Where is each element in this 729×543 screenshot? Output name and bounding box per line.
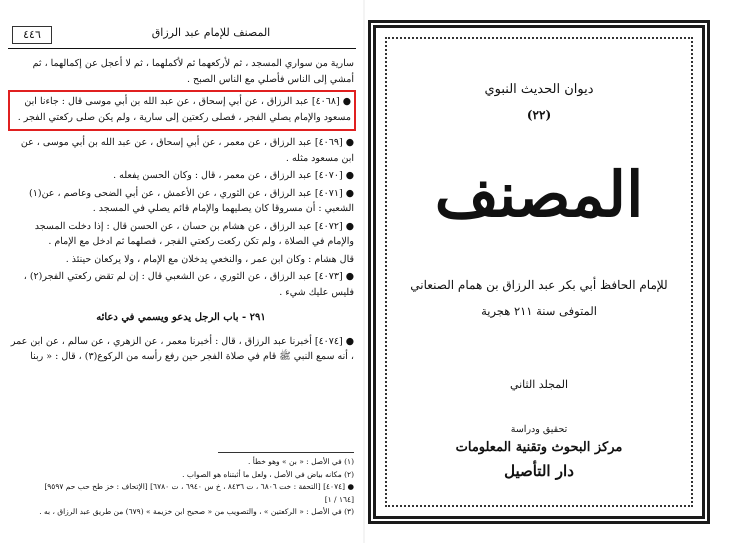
hadith-entry: ● [٤٠٧١] عبد الرزاق ، عن الثوري ، عن الأعمش ، عن أبي الضحى وعاصم ، عن(١) الشعبي : أن مسروقا كان يصليهما والإمام قائم يصلي في المسجد . xyxy=(29,187,354,214)
research-center: مركز البحوث وتقنية المعلومات xyxy=(455,440,623,455)
footnotes xyxy=(8,456,354,519)
running-title: المصنف للإمام عبد الرزاق xyxy=(151,26,271,39)
book-title: المصنف xyxy=(434,158,644,231)
footnote: (١) في الأصل : « بن » وهو خطأ . xyxy=(247,457,354,466)
series-title: ديوان الحديث النبوي xyxy=(484,82,594,97)
paragraph-continuation: سارية من سواري المسجد ، ثم لأركعهما ثم لأكملهما ، ثم لا أعجل عن إكمالهما ، ثم أمشي إلى الناس فأصلي مع الناس الصبح . xyxy=(32,58,354,85)
hadith-entry: ● [٤٠٧٠] عبد الرزاق ، عن معمر ، قال : وكان الحسن يفعله . xyxy=(113,170,354,181)
publisher: دار التأصيل xyxy=(504,462,574,480)
hadith-entry: ● [٤٠٧٣] عبد الرزاق ، عن الثوري ، عن الشعبي قال : إن لم تقض ركعتي الفجر(٢) ، فليس عليك شيء . xyxy=(23,271,354,298)
footnote: (٢) مكانه بياض في الأصل ، ولعل ما أثبتناه هو الصواب . xyxy=(182,469,354,479)
highlight-box xyxy=(8,90,356,131)
footnote: [١٦٤ / ١] xyxy=(324,494,354,504)
footnote-divider xyxy=(218,452,354,453)
author-line: للإمام الحافظ أبي بكر عبد الرزاق بن همام الصنعاني xyxy=(410,278,668,292)
footnote: ● [٤٠٧٤] [التحفة : خت ٦٨٠٦ ، ت ٨٤٣٦ ، خ س ٦٩٤٠ ، ت ٦٧٨٠] [الإتحاف : خز طح حب حم ٩٥٩٧] xyxy=(44,482,354,491)
highlighted-hadith: ● [٤٠٦٨] عبد الرزاق ، عن أبي إسحاق ، عن عبد الله بن أبي موسى قال : جاءنا ابن مسعود والإمام يصلي الفجر ، فصلى ركعتين إلى سارية ، ولم يكن صلى ركعتي الفجر . xyxy=(17,96,351,123)
hadith-entry: ● [٤٠٧٤] أخبرنا عبد الرزاق ، قال : أخبرنا معمر ، عن الزهري ، عن سالم ، عن ابن عمر ، أنه سمع النبي ﷺ قام في صلاة الفجر حين رفع رأسه من الركوع(٣) ، قال : « ربنا xyxy=(10,335,354,362)
page-header xyxy=(8,24,356,49)
book-gutter xyxy=(363,0,365,543)
volume-label: المجلد الثاني xyxy=(509,378,569,391)
hadith-entry: ● [٤٠٦٩] عبد الرزاق ، عن معمر ، عن أبي إسحاق ، عن عبد الله بن أبي موسى ، عن ابن مسعود مثله . xyxy=(20,137,354,164)
title-page xyxy=(368,20,718,530)
page-number: ٤٤٦ xyxy=(12,26,52,44)
chapter-heading: ٢٩١ - باب الرجل يدعو ويسمي في دعائه xyxy=(96,312,266,323)
footnote: (٣) في الأصل : « الركعتين » ، والتصويب من « صحيح ابن خزيمة » (٦٧٩) من طريق عبد الرزاق ، به . xyxy=(39,507,354,516)
series-number: (٢٢) xyxy=(526,108,552,122)
edited-by-label: تحقيق ودراسة xyxy=(510,424,568,435)
hadith-body xyxy=(8,56,354,367)
death-date: المتوفى سنة ٢١١ هجرية xyxy=(481,304,597,318)
hadith-entry: قال هشام : وكان ابن عمر ، والنخعي يدخلان مع الإمام ، ولا يركعان حينئذ . xyxy=(65,253,354,265)
text-page xyxy=(8,24,356,529)
hadith-entry: ● [٤٠٧٢] عبد الرزاق ، عن هشام بن حسان ، عن الحسن قال : إذا دخلت المسجد والإمام في الصلاة ، ولم تكن ركعت ركعتي الفجر ، فصلهما ثم ادخل مع الإمام . xyxy=(34,220,354,247)
